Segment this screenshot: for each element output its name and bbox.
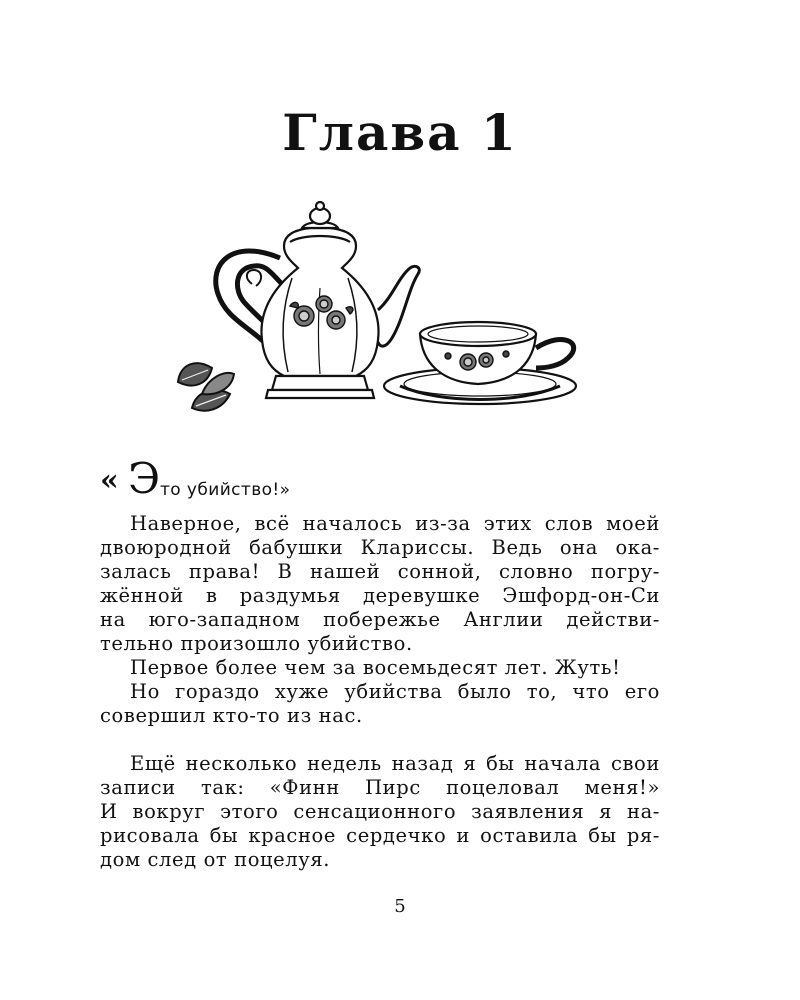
text-line: двоюродной бабушки Клариссы. Ведь она ока- (100, 536, 660, 559)
page-number: 5 (394, 896, 406, 917)
text-line: совершил кто-то из нас. (100, 704, 363, 727)
chapter-title: Глава 1 (282, 103, 518, 162)
text-line: записи так: «Финн Пирс поцеловал меня!» (100, 776, 660, 799)
chapter-text (100, 454, 660, 872)
opening-line (100, 454, 660, 512)
opening-quote-mark: « (100, 463, 120, 498)
text-line: рисовала бы красное сердечко и оставила бы ря- (100, 824, 660, 847)
paragraph (100, 656, 660, 680)
text-line: Наверное, всё началось из-за этих слов моей (130, 512, 660, 535)
mint-leaf-icon (178, 363, 234, 410)
paragraph (100, 752, 660, 872)
text-line: Ещё несколько недель назад я бы начала свои (130, 752, 660, 775)
text-line: Но гораздо хуже убийства было то, что его (130, 680, 660, 703)
paragraph-gap (100, 728, 660, 752)
text-line: жённой в раздумья деревушке Эшфорд-он-Си (100, 584, 660, 607)
paragraph (100, 512, 660, 656)
drop-cap-letter: Э (128, 454, 161, 503)
text-line: тельно произошло убийство. (100, 632, 413, 655)
opening-line-text: то убийство!» (160, 480, 291, 500)
tea-set-illustration (172, 198, 592, 420)
text-line: на юго-западном побережье Англии действи- (100, 608, 660, 631)
paragraph (100, 680, 660, 728)
text-line: дом след от поцелуя. (100, 848, 331, 871)
text-line: И вокруг этого сенсационного заявления я на- (100, 800, 660, 823)
text-line: Первое более чем за восемьдесят лет. Жуть! (130, 656, 621, 679)
text-line: залась права! В нашей сонной, словно погру- (100, 560, 660, 583)
